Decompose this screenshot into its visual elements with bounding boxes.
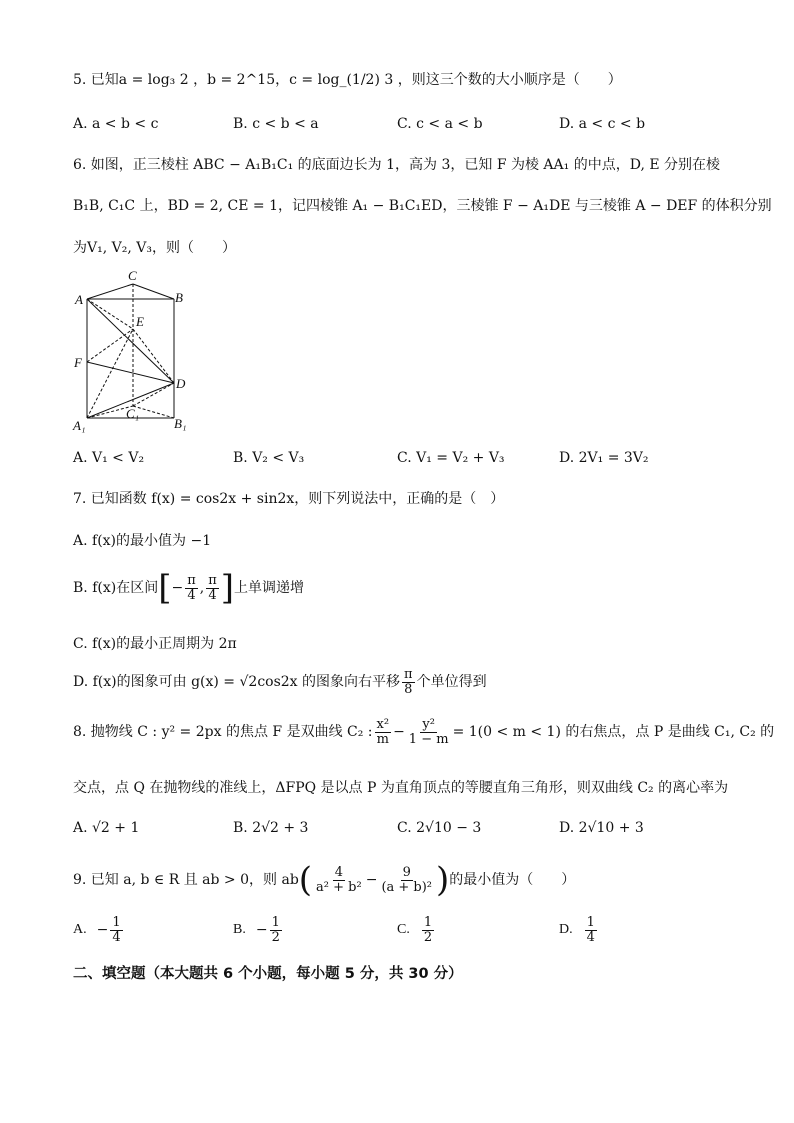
- prism-diagram: [70, 268, 200, 438]
- q7-option-d: [73, 668, 487, 696]
- q7-option-b: [73, 568, 304, 609]
- q8-option-c: C. 2√10 − 3: [397, 820, 482, 836]
- q5-option-b: B. c < b < a: [233, 116, 319, 132]
- label-a: A: [75, 292, 83, 307]
- q5-stem: 5. 已知a = log₃ 2 ，b = 2^15，c = log_(1/2) 3 ，则这三个数的大小顺序是（ ）: [73, 72, 622, 88]
- fraction-denominator: 4: [112, 929, 121, 945]
- label-b: B: [175, 290, 183, 305]
- q9-option-d: [559, 916, 599, 944]
- fraction-denominator: 8: [404, 681, 413, 697]
- fraction-numerator: 4: [334, 865, 344, 881]
- comma: ,: [199, 580, 205, 596]
- fraction-denominator: 4: [208, 587, 217, 603]
- label-c1: C₁: [126, 406, 140, 421]
- q8-option-d: D. 2√10 + 3: [559, 820, 644, 836]
- fraction: [422, 916, 434, 944]
- fraction-denominator: 4: [586, 929, 595, 945]
- fraction-denominator: 1 − m: [408, 731, 449, 747]
- fraction-numerator: 1: [271, 915, 280, 930]
- fraction-numerator: 1: [112, 915, 121, 930]
- fraction: [185, 574, 198, 602]
- fraction: [585, 916, 597, 944]
- fraction-numerator: π: [208, 573, 217, 589]
- q5-option-d: D. a < c < b: [559, 116, 646, 132]
- sign: −: [96, 922, 109, 939]
- fraction: [379, 866, 434, 894]
- q5-option-c: C. c < a < b: [397, 116, 483, 132]
- fraction-numerator: π: [187, 573, 196, 589]
- q7-option-a: A. f(x)的最小值为 −1: [73, 533, 212, 549]
- right-bracket: ]: [220, 568, 235, 608]
- fraction-denominator: 2: [271, 929, 280, 945]
- q6-option-d: D. 2V₁ = 3V₂: [559, 450, 649, 466]
- section-heading: 二、填空题（本大题共 6 个小题，每小题 5 分，共 30 分）: [73, 966, 463, 982]
- option-label: C.: [397, 922, 410, 938]
- fraction: [407, 718, 451, 746]
- label-a1: A₁: [73, 418, 86, 433]
- q7-stem: 7. 已知函数 f(x) = cos2x + sin2x，则下列说法中，正确的是（ ）: [73, 491, 505, 507]
- q9-option-c: [397, 916, 436, 944]
- q6-option-c: C. V₁ = V₂ + V₃: [397, 450, 505, 466]
- q9-stem-text: 9. 已知 a, b ∈ R 且 ab > 0，则 ab: [73, 872, 299, 888]
- sign: −: [255, 922, 268, 939]
- fraction-numerator: 9: [402, 865, 411, 881]
- fraction-numerator: 1: [423, 915, 433, 930]
- fraction-numerator: y²: [422, 717, 435, 732]
- q8-stem-line-2: 交点，点 Q 在抛物线的准线上，ΔFPQ 是以点 P 为直角顶点的等腰直角三角形，则双曲线 C₂ 的离心率为: [73, 780, 729, 796]
- left-bracket: [: [158, 568, 172, 608]
- q9-option-b: [233, 916, 284, 944]
- right-paren: ): [436, 860, 450, 900]
- fraction: [314, 866, 364, 894]
- fraction-denominator: a² + b²: [316, 879, 362, 895]
- q9-option-a: [73, 916, 125, 944]
- q6-stem-line-2: B₁B, C₁C 上，BD = 2, CE = 1，记四棱锥 A₁ − B₁C₁ED，三棱锥 F − A₁DE 与三棱锥 A − DEF 的体积分别: [73, 198, 772, 214]
- q8-option-b: B. 2√2 + 3: [233, 820, 309, 836]
- fraction-numerator: x²: [376, 717, 390, 732]
- q7-option-b-tail: 上单调递增: [234, 580, 305, 596]
- label-f: F: [74, 355, 82, 370]
- q8-option-a: A. √2 + 1: [73, 820, 140, 836]
- q6-option-a: A. V₁ < V₂: [73, 450, 145, 466]
- q5-option-a: A. a < b < c: [73, 116, 159, 132]
- label-e: E: [136, 314, 144, 329]
- minus-sign: −: [171, 580, 184, 596]
- fraction: [270, 916, 282, 944]
- fraction-denominator: m: [376, 731, 389, 747]
- q7-option-d-tail: 个单位得到: [416, 673, 487, 690]
- q6-stem-line-3: 为V₁, V₂, V₃，则（ ）: [73, 240, 236, 256]
- q6-stem-line-1: 6. 如图，正三棱柱 ABC − A₁B₁C₁ 的底面边长为 1，高为 3，已知 F 为棱 AA₁ 的中点，D, E 分别在棱: [73, 157, 721, 173]
- label-c: C: [128, 268, 137, 283]
- option-label: B.: [233, 922, 246, 938]
- fraction: [375, 718, 392, 746]
- q7-option-d-text: D. f(x)的图象可由 g(x) = √2cos2x 的图象向右平移: [73, 673, 401, 690]
- q7-option-c: C. f(x)的最小正周期为 2π: [73, 636, 237, 652]
- left-paren: (: [298, 860, 313, 900]
- q9-stem-tail: 的最小值为（ ）: [449, 872, 576, 888]
- q6-option-b: B. V₂ < V₃: [233, 450, 305, 466]
- fraction-numerator: 1: [586, 915, 595, 930]
- minus-sign: −: [393, 723, 405, 740]
- q7-option-b-text: B. f(x)在区间: [73, 580, 159, 596]
- fraction: [110, 916, 122, 944]
- option-label: D.: [559, 922, 573, 938]
- label-d: D: [176, 376, 186, 391]
- q8-stem-tail: = 1(0 < m < 1) 的右焦点，点 P 是曲线 C₁, C₂ 的: [452, 723, 775, 740]
- fraction-denominator: 4: [187, 587, 196, 603]
- fraction-numerator: π: [404, 667, 413, 682]
- minus-sign: −: [365, 872, 378, 888]
- option-label: A.: [73, 922, 87, 938]
- fraction-denominator: (a + b)²: [381, 879, 433, 895]
- prism-figure: [70, 268, 200, 438]
- q9-stem: [73, 860, 575, 901]
- fraction: [402, 668, 415, 696]
- q8-stem-text: 8. 抛物线 C : y² = 2px 的焦点 F 是双曲线 C₂ :: [73, 723, 373, 740]
- fraction-denominator: 2: [423, 929, 433, 945]
- fraction: [206, 574, 219, 602]
- q8-stem-line-1: [73, 718, 774, 746]
- label-b1: B₁: [174, 416, 187, 431]
